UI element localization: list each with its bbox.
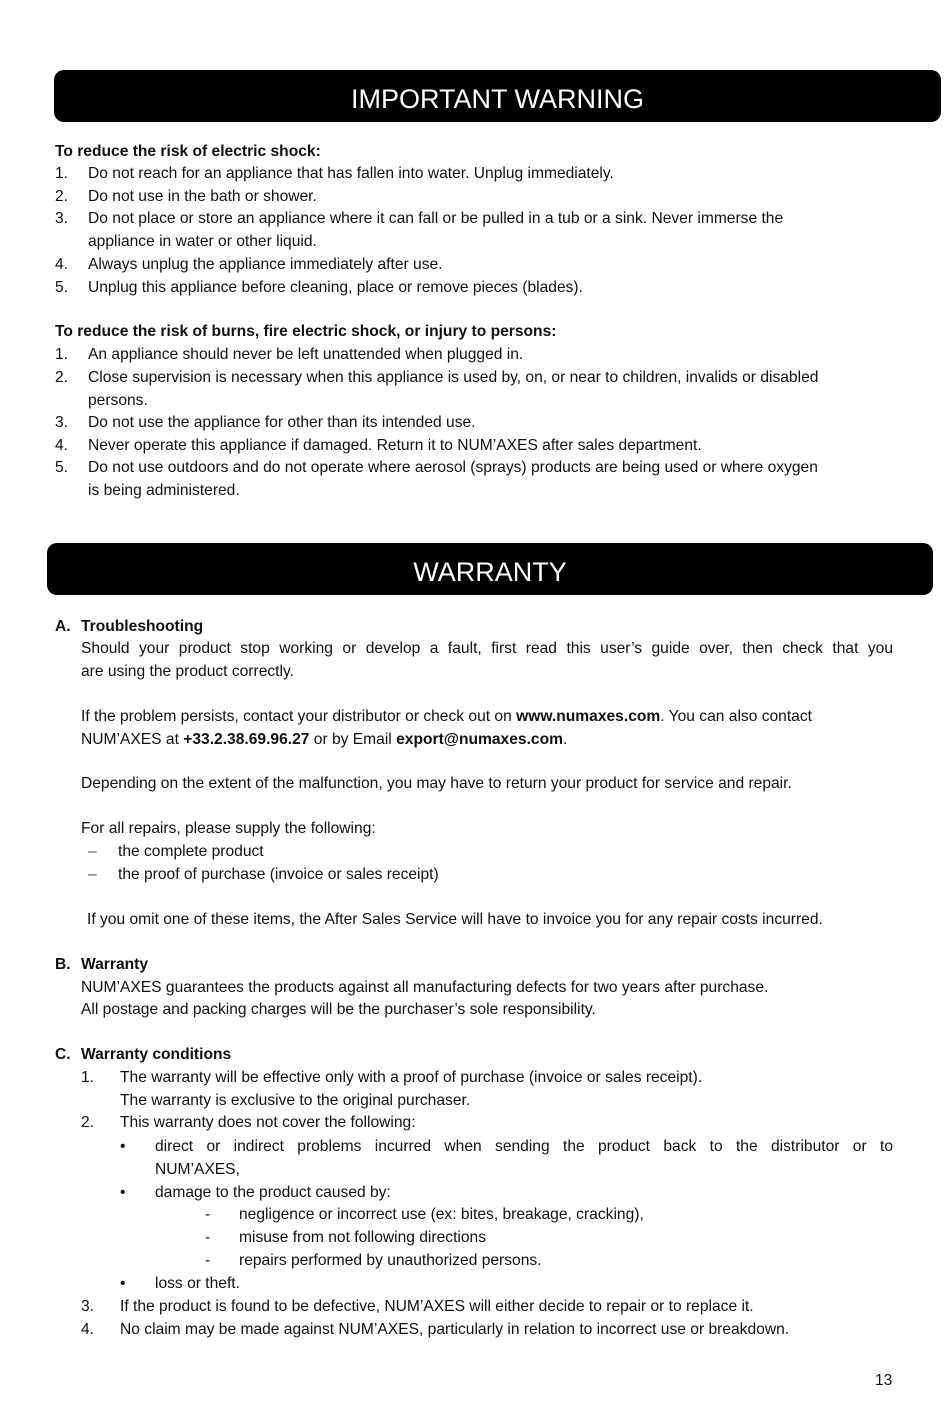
sub-item: negligence or incorrect use (ex: bites, breakage, cracking), bbox=[239, 1206, 644, 1223]
list-item-number: 3. bbox=[55, 210, 69, 227]
list-item-continuation: persons. bbox=[88, 392, 148, 409]
page-number: 13 bbox=[875, 1372, 893, 1389]
important-warning-banner bbox=[54, 70, 941, 122]
dash-bullet: – bbox=[88, 866, 97, 883]
burns-heading: To reduce the risk of burns, fire electric shock, or injury to persons: bbox=[55, 323, 557, 340]
bullet-item: direct or indirect problems incurred when sending the product back to the distributor or to bbox=[155, 1138, 893, 1155]
section-letter: B. bbox=[55, 956, 71, 973]
list-item-number: 2. bbox=[55, 188, 69, 205]
bullet-item-continuation: NUM’AXES, bbox=[155, 1161, 240, 1178]
list-item-continuation: is being administered. bbox=[88, 482, 240, 499]
list-item: If the product is found to be defective, NUM’AXES will either decide to repair or to replace it. bbox=[120, 1298, 754, 1315]
list-item: Always unplug the appliance immediately after use. bbox=[88, 256, 443, 273]
list-item-number: 4. bbox=[55, 437, 69, 454]
website-link[interactable]: www.numaxes.com bbox=[516, 708, 661, 725]
list-item-number: 1. bbox=[55, 165, 69, 182]
contact-paragraph-line2: NUM’AXES at +33.2.38.69.96.27 or by Email export@numaxes.com. bbox=[81, 731, 568, 748]
bullet: • bbox=[120, 1275, 126, 1292]
list-item: Do not place or store an appliance where it can fall or be pulled in a tub or a sink. Never immerse the bbox=[88, 210, 784, 227]
sub-dash: - bbox=[205, 1206, 211, 1223]
list-item-number: 3. bbox=[55, 414, 69, 431]
omit-paragraph: If you omit one of these items, the After Sales Service will have to invoice you for any repair costs incurred. bbox=[87, 911, 823, 928]
bullet: • bbox=[120, 1184, 126, 1201]
sub-item: misuse from not following directions bbox=[239, 1229, 487, 1246]
bullet-item: loss or theft. bbox=[155, 1275, 240, 1292]
sub-dash: - bbox=[205, 1229, 211, 1246]
supply-item: the proof of purchase (invoice or sales receipt) bbox=[118, 866, 439, 883]
dash-bullet: – bbox=[88, 843, 97, 860]
list-item: Do not use outdoors and do not operate where aerosol (sprays) products are being used or where oxygen bbox=[88, 459, 818, 476]
malfunction-paragraph: Depending on the extent of the malfunction, you may have to return your product for service and repair. bbox=[81, 775, 792, 792]
list-item-continuation: The warranty is exclusive to the original purchaser. bbox=[120, 1092, 471, 1109]
list-item-number: 3. bbox=[81, 1298, 95, 1315]
troubleshooting-paragraph: Should your product stop working or develop a fault, first read this user’s guide over, then check that you bbox=[81, 640, 893, 657]
list-item-number: 1. bbox=[55, 346, 69, 363]
list-item-number: 2. bbox=[81, 1114, 95, 1131]
list-item-continuation: appliance in water or other liquid. bbox=[88, 233, 317, 250]
list-item-number: 4. bbox=[55, 256, 69, 273]
list-item: Do not use the appliance for other than its intended use. bbox=[88, 414, 476, 431]
list-item: Unplug this appliance before cleaning, place or remove pieces (blades). bbox=[88, 279, 583, 296]
list-item-number: 2. bbox=[55, 369, 69, 386]
bullet-item: damage to the product caused by: bbox=[155, 1184, 391, 1201]
troubleshooting-paragraph-end: are using the product correctly. bbox=[81, 663, 294, 680]
list-item-number: 5. bbox=[55, 279, 69, 296]
warranty-heading: Warranty bbox=[81, 956, 149, 973]
bullet: • bbox=[120, 1138, 126, 1155]
warranty-banner bbox=[47, 543, 933, 595]
contact-paragraph: If the problem persists, contact your distributor or check out on www.numaxes.com. You can also contact bbox=[81, 708, 812, 725]
list-item-number: 1. bbox=[81, 1069, 95, 1086]
sub-item: repairs performed by unauthorized persons. bbox=[239, 1252, 542, 1269]
warranty-text: NUM’AXES guarantees the products against all manufacturing defects for two years after purchase. bbox=[81, 979, 769, 996]
warranty-conditions-heading: Warranty conditions bbox=[81, 1046, 232, 1063]
list-item: The warranty will be effective only with a proof of purchase (invoice or sales receipt). bbox=[120, 1069, 703, 1086]
warranty-title: WARRANTY bbox=[413, 557, 567, 587]
list-item: Do not use in the bath or shower. bbox=[88, 188, 317, 205]
shock-heading: To reduce the risk of electric shock: bbox=[55, 143, 321, 160]
repairs-paragraph: For all repairs, please supply the following: bbox=[81, 820, 376, 837]
email-link[interactable]: export@numaxes.com bbox=[396, 731, 563, 748]
list-item: This warranty does not cover the following: bbox=[120, 1114, 416, 1131]
list-item: Never operate this appliance if damaged. Return it to NUM’AXES after sales department. bbox=[88, 437, 702, 454]
warranty-text: All postage and packing charges will be the purchaser’s sole responsibility. bbox=[81, 1001, 596, 1018]
list-item: No claim may be made against NUM’AXES, particularly in relation to incorrect use or breakdown. bbox=[120, 1321, 790, 1338]
important-warning-title: IMPORTANT WARNING bbox=[350, 84, 644, 114]
troubleshooting-heading: Troubleshooting bbox=[81, 618, 204, 635]
sub-dash: - bbox=[205, 1252, 211, 1269]
phone-number: +33.2.38.69.96.27 bbox=[183, 731, 310, 748]
list-item-number: 5. bbox=[55, 459, 69, 476]
supply-item: the complete product bbox=[118, 843, 264, 860]
section-letter: C. bbox=[55, 1046, 71, 1063]
list-item: An appliance should never be left unattended when plugged in. bbox=[88, 346, 524, 363]
list-item: Close supervision is necessary when this appliance is used by, on, or near to children, invalids or disabled bbox=[88, 369, 819, 386]
section-letter: A. bbox=[55, 618, 71, 635]
list-item-number: 4. bbox=[81, 1321, 95, 1338]
list-item: Do not reach for an appliance that has fallen into water. Unplug immediately. bbox=[88, 165, 614, 182]
